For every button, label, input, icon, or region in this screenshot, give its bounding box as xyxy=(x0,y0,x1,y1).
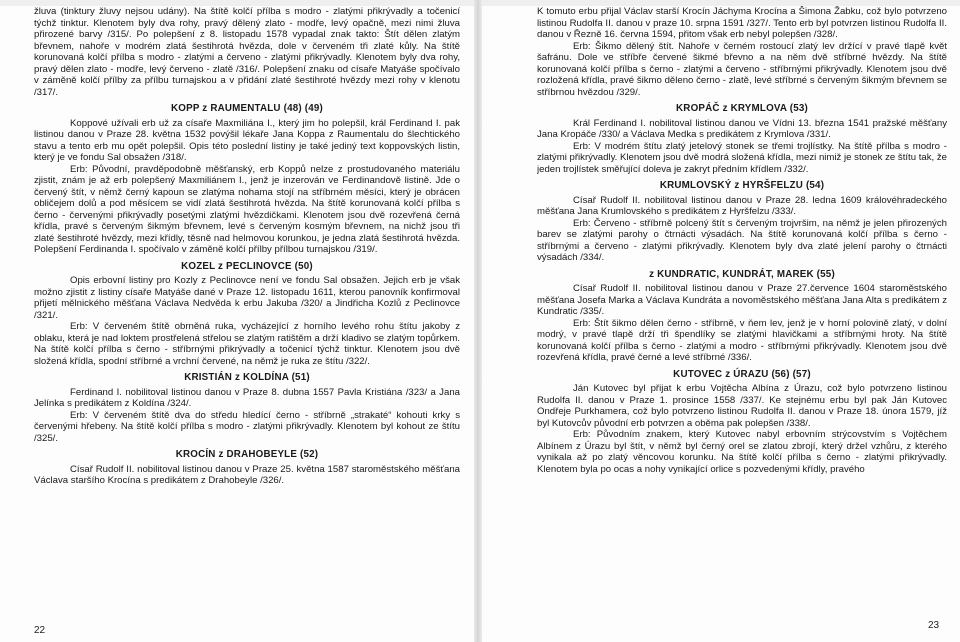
paragraph: Erb: Původním znakem, který Kutovec nabyl erbovním strýcovstvím s Vojtěchem Albínem z Úrazu byl štít, v němž byl černý orel se zlatou zbrojí, který držel vzhůru, z kterého vynikala až po zlatý věncovou korunku. Na štítě kolčí přílba s černo - zlatými přikrývadly. Klenotem byla po ocas a nohy vynikající orlice s pozvedenými křídly, pravého xyxy=(537,429,947,475)
section-heading: KRISTIÁN z KOLDÍNA (51) xyxy=(184,372,310,383)
paragraph: Císař Rudolf II. nobilitoval listinou danou v Praze 27.července 1604 staroměstského měšťana Josefa Marka a Václava Kundráta a novoměstského měšťana Jana Alta s predikátem z Kundratic /335/. xyxy=(537,283,947,317)
paragraph: Císař Rudolf II. nobilitoval listinou danou v Praze 25. května 1587 staroměstského měšťana Václava staršího Krocína s predikátem z Drahobeyle /326/. xyxy=(34,463,460,486)
paragraph: Erb: V modrém štítu zlatý jetelový stonek se třemi trojlístky. Na štítě přílba s modro - zlatými přikrývadly. Klenotem jsou dvě modrá složená křídla, mezi nimiž je stonek ze štítu tak, že jeden trojlístek směřující doleva je zakryt předním křídlem /332/. xyxy=(537,140,947,175)
paragraph: Král Ferdinand I. nobilitoval listinou danou ve Vídni 13. března 1541 pražské měšťany Jana Kropáče /330/ a Václava Medka s predikátem z Krymlova /331/. xyxy=(537,117,947,140)
paragraph: Erb: Štít šikmo dělen černo - stříbrně, v ňem lev, jenž je v horní polovině zlatý, v dolní modrý, v pravé tlapě drží tři špendlíky se zlatými hlavičkami a stříbrnými hroty. Na štítě korunovaná kolčí přílba s černo - zlatými a modro - stříbrnými přikrývadly. Klenotem jsou dvě rozevřená křídla, pravé černé a levé stříbrné /336/. xyxy=(537,317,947,363)
paragraph: Erb: Původní, pravděpodobně měšťanský, erb Koppů nelze z prostudovaného materiálu zjistit, znám je až erb polepšený Maxmiliánem I., jenž je inzerován ve Ferdinandově listině. Jde o červený štít, v němž černý kapoun se zlatýma nohama stojí na stříbrném měsíci, který je obrácen obličejem dolů a pod měsícem se vidí zlatá šestihrotá hvězda. Na štítě korunovaná kolčí přílba s černo - červenými přikrývadly posetými zlatými hvězdičkami. Klenotem jsou dvě rozevřená černá křídla, pravé s červeným šikmým břevnem, levé s červeným kosmým břevnem, na nichž jsou tři zlaté šestihroté hvězdy, mezi křídly, těsně nad helmovou korunkou, je jedna zlatá šestihrotá hvězda. Polepšení Ferdinanda I. spočívalo v záměně kolčí přílby přílbou turnajskou /319/. xyxy=(34,163,460,255)
section-heading: z KUNDRATIC, KUNDRÁT, MAREK (55) xyxy=(649,268,835,280)
paragraph: Ján Kutovec byl přijat k erbu Vojtěcha Albína z Úrazu, což bylo potvrzeno listinou Rudolfa II. danou v Praze 1. prosince 1558 /337/. Ke stejnému erbu byl pak Ján Kutovec Ondřeje Purkhamera, což bylo potvrzeno listinou Rudolfa II. danou v Praze 18. února 1579, jíž byl Kutovcův původní erb potvrzen a oběma pak polepšen /338/. xyxy=(537,383,947,429)
paragraph: Koppové užívali erb už za císaře Maxmiliána I., který jim ho polepšil, král Ferdinand I. pak listinou danou v Praze 28. května 1532 povýšil lékaře Jana Koppa z Raumentalu do šlechtického stavu a tento erb mu opět polepšil. Opis této poslední listiny je také jediný text koppovských listin, který je ve fondu Sal obsažen /318/. xyxy=(34,117,460,163)
section-heading: KRUMLOVSKÝ z HYRŠFELZU (54) xyxy=(659,180,825,191)
section-heading: KUTOVEC z ÚRAZU (56) (57) xyxy=(673,368,811,380)
paragraph: Ferdinand I. nobilitoval listinou danou v Praze 8. dubna 1557 Pavla Kristiána /323/ a Jana Jelínka s predikátem z Koldína /324/. xyxy=(34,386,460,409)
right-page-number: 23 xyxy=(928,620,940,631)
book-gutter xyxy=(474,0,482,642)
paragraph: Erb: V červeném štítě dva do středu hledící černo - stříbrně „strakaté“ kohouti krky s červenými hřebeny. Na štítě kolčí přílba s modro - zlatými přikrývadly. Klenotem byl kohout ze štítu /325/. xyxy=(34,409,460,444)
left-page xyxy=(34,6,460,626)
paragraph: Erb: V červeném štítě obrněná ruka, vycházející z horního levého rohu štítu jakoby z oblaku, která je nad loktem prostřelená střelou se zlatým ratištěm a drží kladivo se zlatým topůrkem. Na štítě kolčí přílba s černo - stříbrnými přikrývadly a točenicí týchž tinktur. Klenotem jsou dvě složená křídla, spodní stříbrné a vrchní červené, na němž je ruka ze štítu /322/. xyxy=(34,321,460,367)
paragraph: Erb: Červeno - stříbrně polcený štít s červeným trojvršim, na němž je jelen přirozených barev se zlatými parohy o čtrnácti výsadách. Na štítě korunovaná kolčí přílba s černo - stříbrnými a červeno - zlatými přikrývadly. Klenotem byly dva zlaté jelení parohy o čtrnácti výsadách /334/. xyxy=(537,217,947,263)
right-page xyxy=(537,6,947,626)
section-heading: KROCÍN z DRAHOBEYLE (52) xyxy=(175,449,319,460)
paragraph: Erb: Šikmo dělený štít. Nahoře v černém rostoucí zlatý lev držící v pravé tlapě květ šafránu. Dole ve stříbře červené šikmé břevno a na něm dvě stříbrné hvězdy. Na štítě korunovaná kolčí přílba s černo - zlatými a červeno - stříbrnými přikrývadly. Klenotem jsou dvě rozložená křídla, pravé šikmo děleno černo - zlatě, levé stříbrné s červeným šikmým břevnem se stříbrnou hvězdou /329/. xyxy=(537,40,947,98)
paragraph: Císař Rudolf II. nobilitoval listinou danou v Praze 28. ledna 1609 královéhradeckého měšťana Jana Krumlovského s predikátem z Hyršfelzu /333/. xyxy=(537,194,947,217)
paragraph: K tomuto erbu přijal Václav starší Krocín Jáchyma Krocína a Šimona Žabku, což bylo potvrzeno listinou Rudolfa II. danou v praze 10. srpna 1591 /327/. Tento erb byl potvrzen listinou Rudolfa II. danou v Řezně 16. června 1594, přitom však erb nebyl polepšen /328/. xyxy=(537,6,947,40)
section-heading: KOPP z RAUMENTALU (48) (49) xyxy=(170,103,323,114)
left-page-number: 22 xyxy=(34,625,46,636)
paragraph: Opis erbovní listiny pro Kozly z Peclinovce není ve fondu Sal obsažen. Jejich erb je však možno zjistit z listiny císaře Matyáše dané v Praze 12. listopadu 1611, kterou panovník konfirmoval přijetí mělnického měšťana Václava Nedvěda k erbu Jakuba /320/ a Jindřicha Kozlů z Peclinovce /321/. xyxy=(34,275,460,321)
section-heading: KOZEL z PECLINOVCE (50) xyxy=(181,260,313,272)
paragraph: žluva (tinktury žluvy nejsou udány). Na štítě kolčí přílba s modro - zlatými přikrývadly a točenicí týchž tinktur. Klenotem byly dva rohy, pravý dělený zlato - modře, levý opačně, mezi nimi žluva přirozené barvy /315/. Po polepšení z 8. listopadu 1578 vypadal znak takto: Štít dělen zlatým břevnem, nahoře v modrém zlatá šestihrotá hvězda, dole v červeném tři zlaté kůly. Na štítě korunovaná kolčí přílba s modro - zlatými a červeno - zlatými přikrývadly. Klenotem byly dva rohy, pravý dělen zlato - modře, levý červeno - zlatě /316/. Polepšení znaku od císaře Matyáše spočívalo v záměně kolčí přílby za přílbu turnajskou a v přidání zlaté šestihroté hvězdy mezi rohy v klenotu /317/. xyxy=(34,6,460,98)
section-heading: KROPÁČ z KRYMLOVA (53) xyxy=(676,103,808,114)
